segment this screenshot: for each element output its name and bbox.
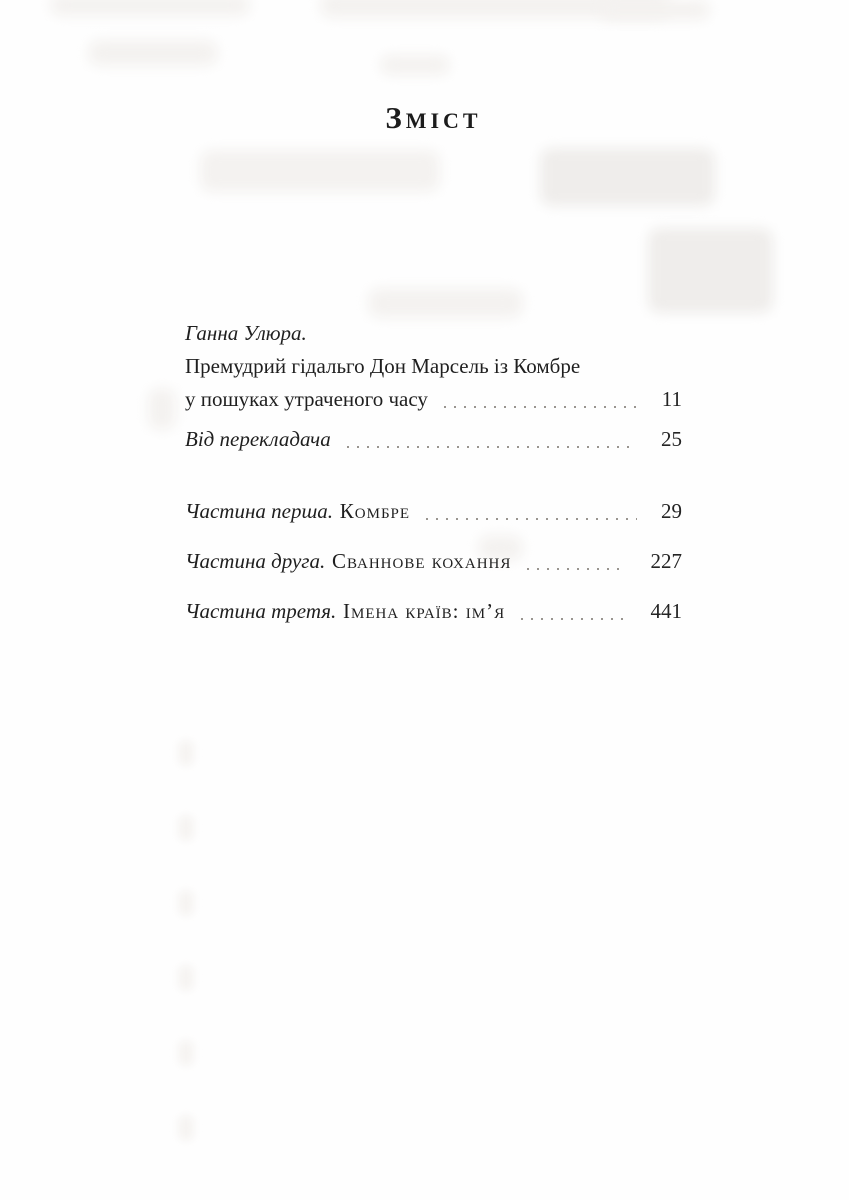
toc-entry-title-line2: у пошуках утраченого часу: [185, 387, 428, 411]
toc-page-number: 25: [661, 427, 682, 451]
toc-part-name: Частина третя.: [185, 599, 337, 623]
dot-leader: [444, 406, 638, 408]
toc-entry-part-one: [185, 495, 682, 528]
toc-entry-row: [185, 383, 682, 416]
toc-entry-translator-note: [185, 423, 682, 456]
toc-entry-label: [185, 545, 511, 578]
bleedthrough-mark: [540, 148, 715, 206]
bleedthrough-mark: [178, 815, 194, 841]
toc-part-name: Частина перша.: [185, 499, 334, 523]
toc-entry-author: Ганна Улюра.: [185, 321, 307, 345]
toc-page-number: 441: [650, 599, 682, 623]
dot-leader: [521, 618, 626, 620]
bleedthrough-mark: [178, 740, 194, 766]
toc-chapter-name: Комбре: [339, 499, 411, 523]
dot-leader: [347, 446, 637, 448]
bleedthrough-mark: [200, 150, 440, 192]
toc-part-name: Частина друга.: [185, 549, 326, 573]
bleedthrough-mark: [178, 965, 194, 991]
toc-entry-label: [185, 595, 505, 628]
bleedthrough-mark: [178, 890, 194, 916]
dot-leader: [426, 518, 637, 520]
page-title: Зміст: [385, 100, 482, 135]
toc-entry-label: Від перекладача: [185, 427, 331, 451]
bleedthrough-mark: [178, 1040, 194, 1066]
bleedthrough-mark: [178, 1115, 194, 1141]
bleedthrough-mark: [88, 40, 218, 66]
toc-chapter-name: Сваннове кохання: [331, 549, 512, 573]
toc-page-number: 11: [661, 387, 682, 411]
toc-page-number: 29: [661, 499, 682, 523]
dot-leader: [527, 568, 626, 570]
bleedthrough-mark: [600, 0, 710, 20]
table-of-contents: [185, 317, 682, 628]
toc-entry-foreword: [185, 317, 682, 416]
toc-chapter-name: Імена країв: ім’я: [342, 599, 506, 623]
bleedthrough-mark: [148, 388, 176, 430]
bleedthrough-mark: [380, 55, 450, 75]
bleedthrough-mark: [50, 0, 250, 16]
toc-entry-title-line1: Премудрий гідальго Дон Марсель із Комбре: [185, 354, 581, 378]
toc-entry-part-two: [185, 545, 682, 578]
toc-page-number: 227: [650, 549, 682, 573]
toc-entry-label: [185, 495, 410, 528]
bleedthrough-mark: [648, 228, 773, 313]
bleedthrough-mark: [368, 288, 523, 318]
toc-entry-part-three: [185, 595, 682, 628]
